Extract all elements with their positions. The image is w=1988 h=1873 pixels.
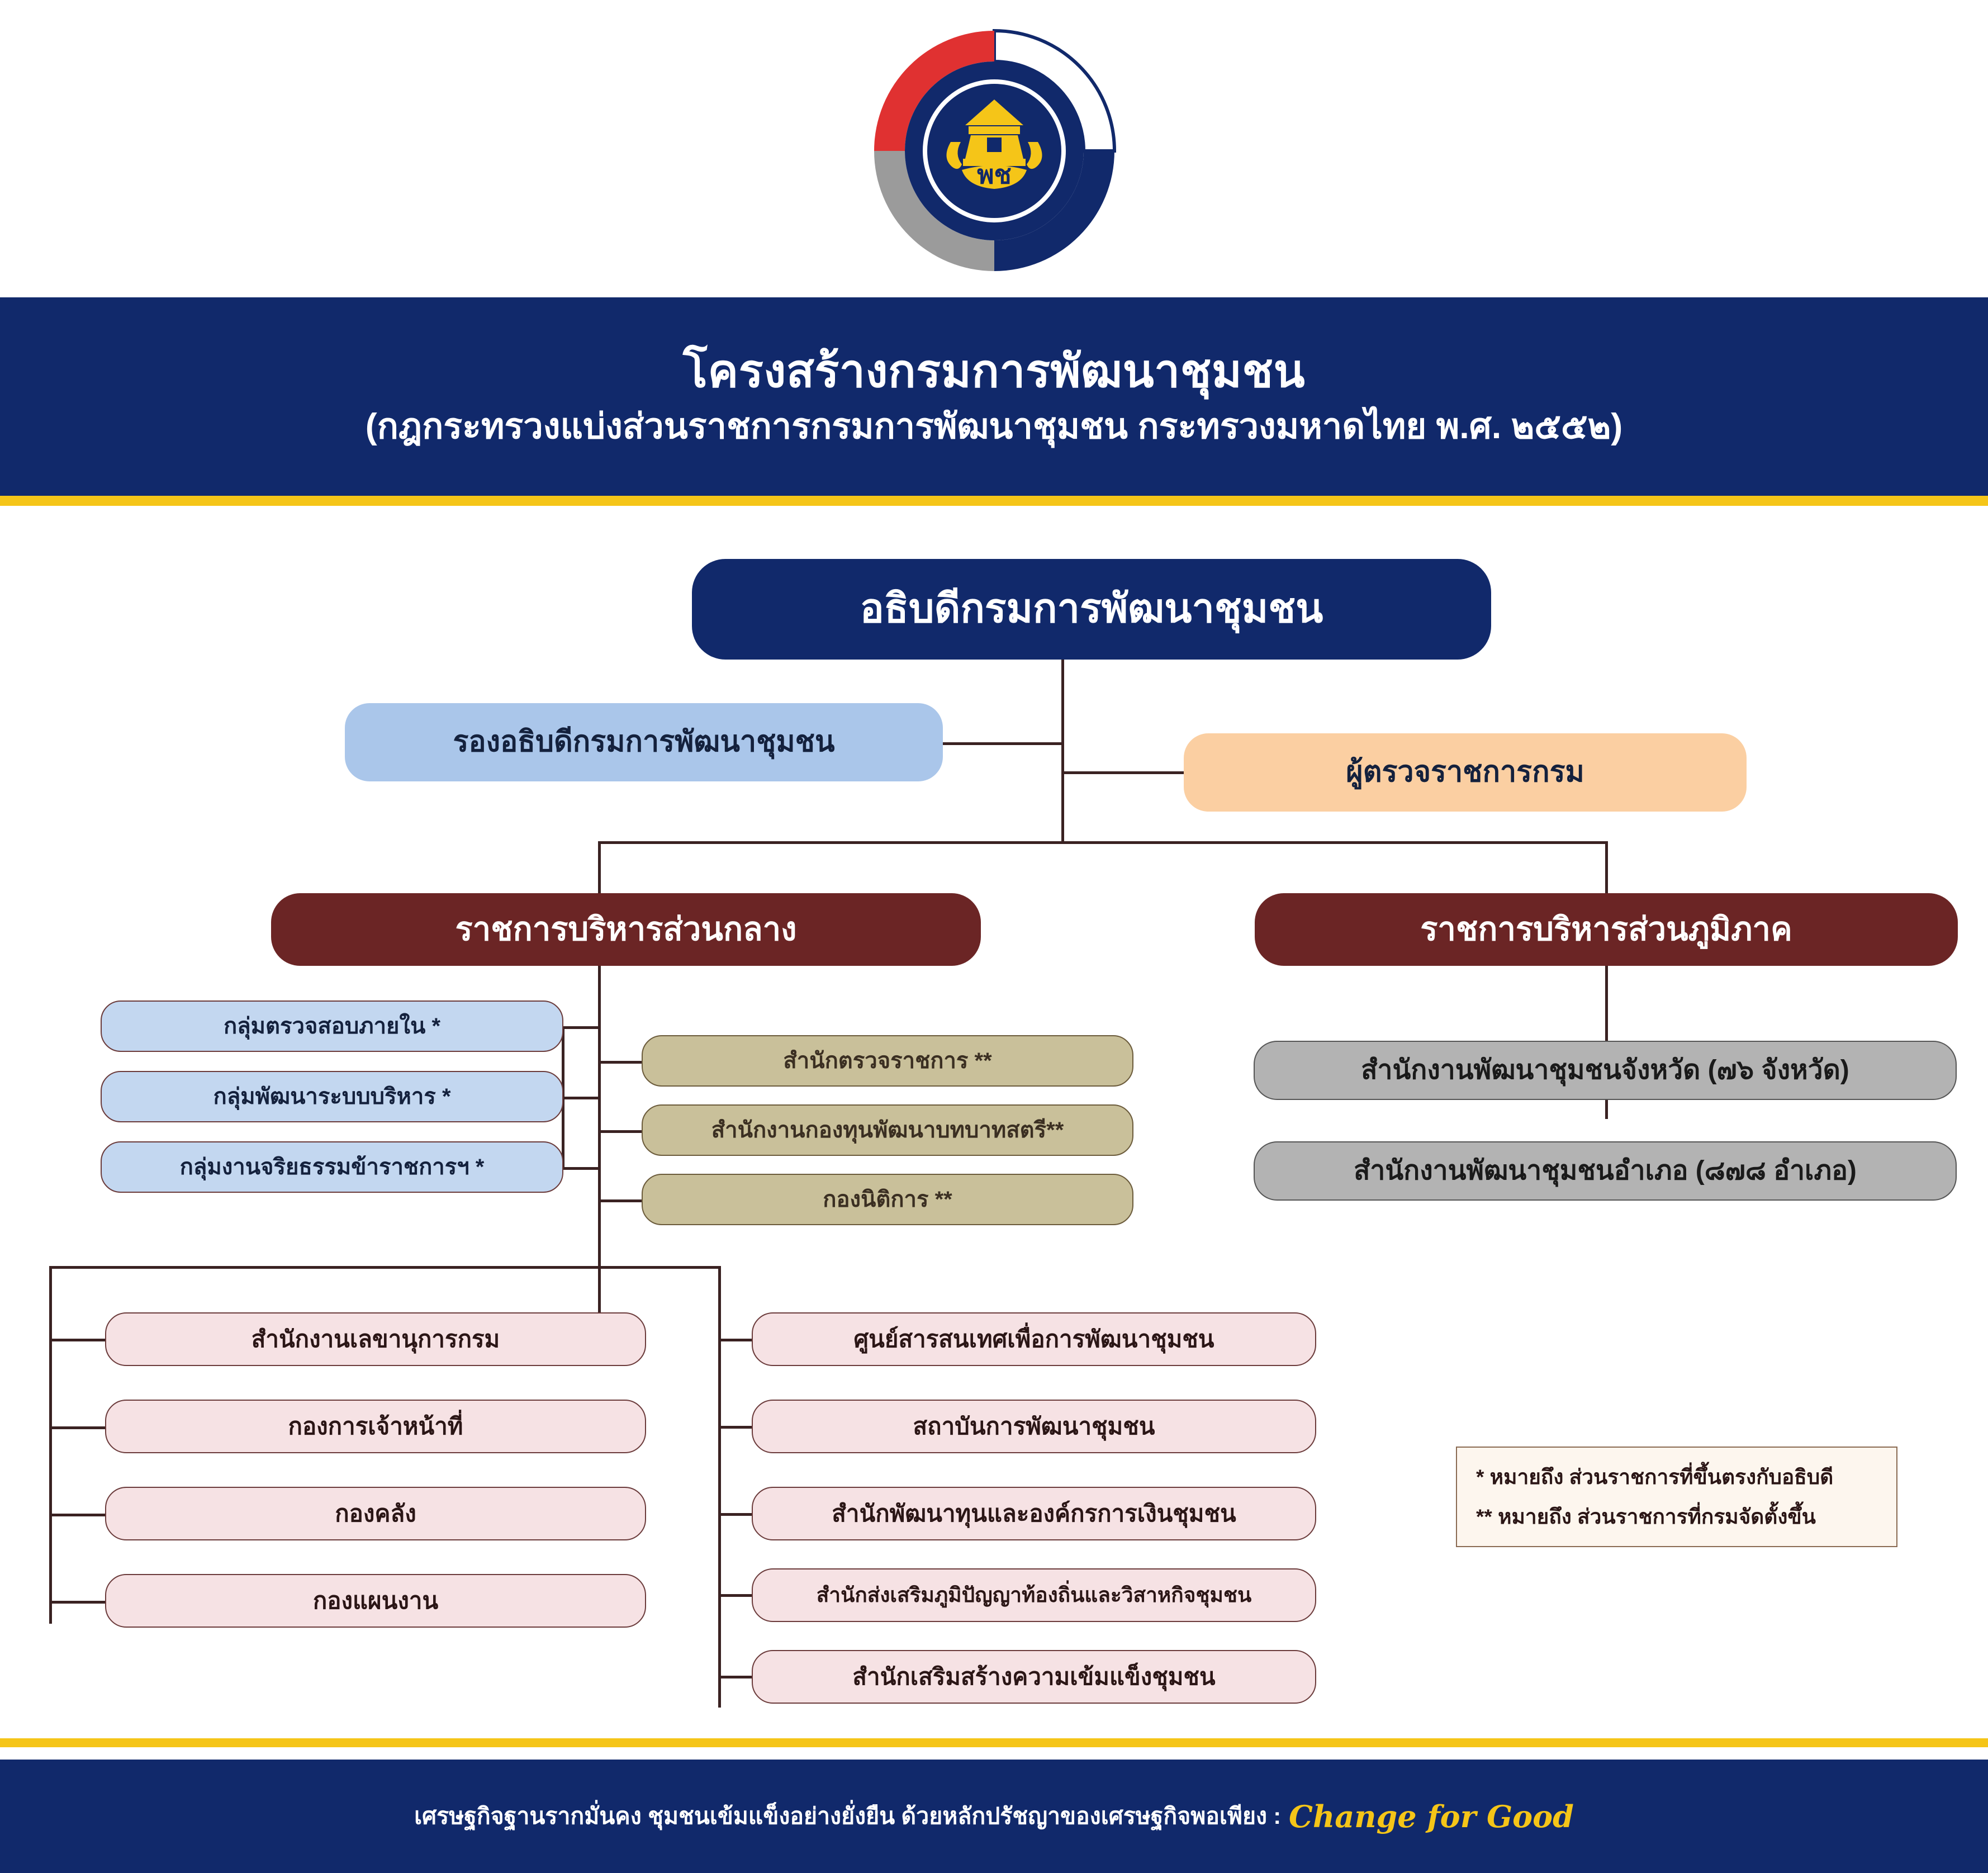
node-central-right-unit-label: สถาบันการพัฒนาชุมชน [913, 1412, 1155, 1439]
connector-right-unit-5 [718, 1676, 752, 1678]
node-department-unit[interactable] [642, 1035, 1133, 1087]
node-central-administration-label: ราชการบริหารส่วนกลาง [455, 911, 797, 948]
footer-slogan: Change for Good [1289, 1798, 1574, 1834]
node-central-right-unit-label: สำนักเสริมสร้างความเข้มแข็งชุมชน [852, 1663, 1216, 1690]
node-director-general[interactable] [692, 559, 1491, 660]
node-direct-unit[interactable] [101, 1071, 563, 1122]
node-central-left-unit-label: สำนักงานเลขานุการกรม [251, 1325, 500, 1352]
node-department-unit[interactable] [642, 1174, 1133, 1225]
connector-left-unit-3 [49, 1514, 105, 1516]
connector-department-unit-2 [598, 1130, 642, 1133]
node-department-inspector[interactable] [1184, 733, 1747, 812]
thai-government-emblem-logo [863, 20, 1126, 282]
connector-director-vertical [1061, 658, 1064, 843]
node-department-unit-label: กองนิติการ ** [823, 1187, 952, 1212]
node-regional-unit[interactable] [1254, 1041, 1957, 1100]
node-direct-unit[interactable] [101, 1141, 563, 1193]
node-central-right-unit-label: สำนักพัฒนาทุนและองค์กรการเงินชุมชน [832, 1500, 1236, 1526]
connector-lower-left-vertical [49, 1266, 52, 1624]
node-central-left-unit-label: กองคลัง [335, 1500, 416, 1526]
connector-regional-vertical [1605, 841, 1608, 897]
node-direct-unit-label: กลุ่มพัฒนาระบบบริหาร * [213, 1084, 451, 1109]
node-deputy-director-general[interactable] [345, 703, 943, 781]
node-central-right-unit[interactable] [752, 1650, 1316, 1704]
connector-lower-top [49, 1266, 720, 1269]
footer-band [0, 1760, 1988, 1873]
legend-box [1456, 1447, 1897, 1547]
node-director-general-label: อธิบดีกรมการพัฒนาชุมชน [860, 586, 1323, 632]
node-direct-unit-label: กลุ่มตรวจสอบภายใน * [223, 1014, 441, 1039]
connector-central-vertical [598, 841, 601, 897]
header-gold-rule [0, 496, 1988, 506]
node-central-left-unit[interactable] [105, 1400, 646, 1453]
connector-divisions-horizontal [598, 841, 1607, 844]
connector-deputy-horizontal [942, 742, 1062, 745]
node-deputy-director-general-label: รองอธิบดีกรมการพัฒนาชุมชน [453, 726, 835, 758]
node-regional-unit-label: สำนักงานพัฒนาชุมชนอำเภอ (๘๗๘ อำเภอ) [1354, 1155, 1857, 1186]
node-regional-administration-label: ราชการบริหารส่วนภูมิภาค [1420, 911, 1792, 948]
node-regional-administration[interactable] [1255, 893, 1958, 966]
connector-lower-right-vertical [718, 1266, 721, 1708]
footer-vision-text: เศรษฐกิจฐานรากมั่นคง ชุมชนเข้มแข็งอย่างยั่งยืน ด้วยหลักปรัชญาของเศรษฐกิจพอเพียง : [414, 1803, 1282, 1829]
connector-right-unit-3 [718, 1513, 752, 1516]
node-central-right-unit-label: สำนักส่งเสริมภูมิปัญญาท้องถิ่นและวิสาหกิจชุมชน [816, 1583, 1252, 1606]
node-direct-unit[interactable] [101, 1000, 563, 1052]
logo-container [0, 11, 1988, 291]
connector-left-unit-2 [49, 1426, 105, 1429]
node-central-left-unit[interactable] [105, 1487, 646, 1540]
node-central-left-unit-label: กองแผนงาน [312, 1587, 439, 1614]
connector-right-unit-4 [718, 1594, 752, 1597]
node-regional-unit[interactable] [1254, 1141, 1957, 1201]
node-central-right-unit[interactable] [752, 1487, 1316, 1540]
node-department-unit[interactable] [642, 1104, 1133, 1156]
footer-gold-rule [0, 1738, 1988, 1747]
page-title: โครงสร้างกรมการพัฒนาชุมชน [682, 345, 1306, 397]
node-central-left-unit[interactable] [105, 1574, 646, 1628]
connector-inspector-horizontal [1061, 771, 1185, 774]
node-central-right-unit[interactable] [752, 1568, 1316, 1622]
node-central-right-unit[interactable] [752, 1400, 1316, 1453]
svg-text:พช: พช [976, 159, 1012, 189]
legend-line-direct: * หมายถึง ส่วนราชการที่ขึ้นตรงกับอธิบดี [1476, 1466, 1834, 1488]
page-subtitle: (กฎกระทรวงแบ่งส่วนราชการกรมการพัฒนาชุมชน กระทรวงมหาดไทย พ.ศ. ๒๕๕๒) [365, 406, 1623, 446]
node-central-administration[interactable] [271, 893, 981, 966]
connector-central-spine [598, 957, 601, 1315]
connector-left-unit-4 [49, 1601, 105, 1604]
connector-direct-unit-2 [562, 1097, 600, 1099]
connector-direct-unit-3 [562, 1167, 600, 1170]
node-regional-unit-label: สำนักงานพัฒนาชุมชนจังหวัด (๗๖ จังหวัด) [1361, 1055, 1849, 1085]
node-central-left-unit[interactable] [105, 1312, 646, 1366]
node-central-right-unit[interactable] [752, 1312, 1316, 1366]
node-department-unit-label: สำนักงานกองทุนพัฒนาบทบาทสตรี** [711, 1118, 1064, 1142]
connector-right-unit-1 [718, 1339, 752, 1341]
header-band [0, 297, 1988, 496]
legend-line-established: ** หมายถึง ส่วนราชการที่กรมจัดตั้งขึ้น [1476, 1505, 1816, 1528]
connector-direct-unit-1 [562, 1026, 600, 1029]
node-central-right-unit-label: ศูนย์สารสนเทศเพื่อการพัฒนาชุมชน [853, 1325, 1214, 1352]
node-direct-unit-label: กลุ่มงานจริยธรรมข้าราชการฯ * [179, 1155, 485, 1179]
connector-left-unit-1 [49, 1339, 105, 1341]
connector-department-unit-1 [598, 1061, 642, 1064]
connector-department-unit-3 [598, 1199, 642, 1202]
node-department-inspector-label: ผู้ตรวจราชการกรม [1346, 756, 1584, 789]
connector-right-unit-2 [718, 1426, 752, 1429]
node-central-left-unit-label: กองการเจ้าหน้าที่ [288, 1412, 463, 1439]
node-department-unit-label: สำนักตรวจราชการ ** [783, 1049, 992, 1073]
